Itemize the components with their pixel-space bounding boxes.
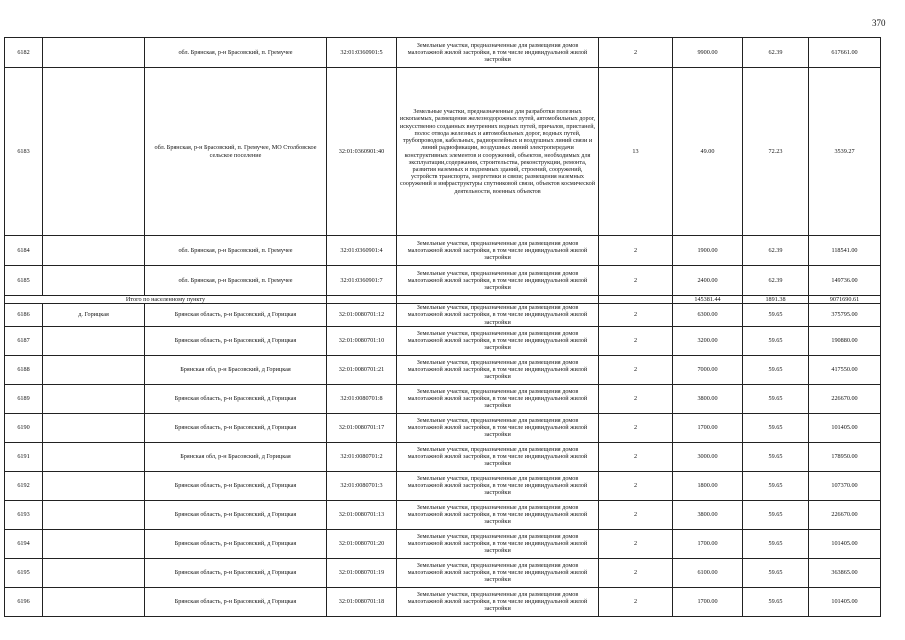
spacer-cell: [43, 587, 145, 616]
spacer-cell: [43, 529, 145, 558]
area-cell: 3800.00: [673, 384, 743, 413]
address-cell: Брянская область, р-н Брасовский, д Горицкая: [145, 384, 327, 413]
row-number: 6189: [5, 384, 43, 413]
rate-cell: 59.65: [743, 384, 809, 413]
rate-cell: 59.65: [743, 442, 809, 471]
cadastral-number-cell: 32:01:0080701:10: [327, 326, 397, 355]
value-cell: 375795.00: [809, 304, 881, 327]
cadastral-value-table: [4, 37, 881, 617]
table-row: [5, 529, 881, 558]
rate-cell: 72.23: [743, 68, 809, 236]
group-cell: 2: [599, 236, 673, 266]
address-cell: обл. Брянская, р-н Брасовский, п. Гремучее: [145, 38, 327, 68]
group-cell: 2: [599, 384, 673, 413]
spacer-cell: [43, 266, 145, 296]
address-cell: Брянская обл, р-н Брасовский, д Горицкая: [145, 355, 327, 384]
spacer-cell: [43, 558, 145, 587]
table-row: [5, 236, 881, 266]
table-row: [5, 355, 881, 384]
table-row: [5, 68, 881, 236]
address-cell: Брянская область, р-н Брасовский, д Горицкая: [145, 558, 327, 587]
area-cell: 49.00: [673, 68, 743, 236]
value-cell: 417550.00: [809, 355, 881, 384]
spacer-cell: [43, 384, 145, 413]
area-cell: 2400.00: [673, 266, 743, 296]
group-cell: 2: [599, 558, 673, 587]
total-row: [5, 296, 881, 304]
cadastral-number-cell: 32:01:0080701:17: [327, 413, 397, 442]
land-use-cell: Земельные участки, предназначенные для размещения домов малоэтажной жилой застройки, в том числе индивидуальной жилой застройки: [397, 413, 599, 442]
table-row: [5, 326, 881, 355]
table-row: [5, 266, 881, 296]
table-row: [5, 558, 881, 587]
table-row: [5, 38, 881, 68]
cadastral-number-cell: 32:01:0080701:18: [327, 587, 397, 616]
value-cell: 149736.00: [809, 266, 881, 296]
table-row: [5, 587, 881, 616]
address-cell: Брянская обл, р-н Брасовский, д Горицкая: [145, 442, 327, 471]
rate-cell: 59.65: [743, 413, 809, 442]
rate-cell: 59.65: [743, 326, 809, 355]
spacer-cell: [43, 38, 145, 68]
rate-cell: 59.65: [743, 529, 809, 558]
area-cell: 1700.00: [673, 413, 743, 442]
address-cell: Брянская область, р-н Брасовский, д Горицкая: [145, 529, 327, 558]
spacer-cell: [43, 236, 145, 266]
spacer-cell: [43, 68, 145, 236]
area-cell: 6100.00: [673, 558, 743, 587]
address-cell: Брянская область, р-н Брасовский, д Горицкая: [145, 326, 327, 355]
value-cell: 363865.00: [809, 558, 881, 587]
cadastral-number-cell: 32:01:0080701:20: [327, 529, 397, 558]
rate-cell: 59.65: [743, 587, 809, 616]
area-cell: 1800.00: [673, 471, 743, 500]
rate-cell: 59.65: [743, 500, 809, 529]
cadastral-number-cell: 32:01:0360901:7: [327, 266, 397, 296]
rate-cell: 59.65: [743, 355, 809, 384]
group-cell: 2: [599, 587, 673, 616]
page-number: 370: [872, 18, 886, 28]
address-cell: Брянская область, р-н Брасовский, д Горицкая: [145, 304, 327, 327]
cadastral-number-cell: 32:01:0080701:2: [327, 442, 397, 471]
table-row: [5, 413, 881, 442]
total-empty: [397, 296, 599, 304]
total-empty: [599, 296, 673, 304]
spacer-cell: [43, 500, 145, 529]
row-number: 6193: [5, 500, 43, 529]
land-use-cell: Земельные участки, предназначенные для размещения домов малоэтажной жилой застройки, в том числе индивидуальной жилой застройки: [397, 442, 599, 471]
group-cell: 2: [599, 500, 673, 529]
row-number: 6191: [5, 442, 43, 471]
cadastral-number-cell: 32:01:0080701:21: [327, 355, 397, 384]
group-cell: 2: [599, 355, 673, 384]
land-use-cell: Земельные участки, предназначенные для размещения домов малоэтажной жилой застройки, в том числе индивидуальной жилой застройки: [397, 355, 599, 384]
row-number: 6195: [5, 558, 43, 587]
area-cell: 7000.00: [673, 355, 743, 384]
cadastral-number-cell: 32:01:0360901:5: [327, 38, 397, 68]
value-cell: 101405.00: [809, 587, 881, 616]
row-number: 6187: [5, 326, 43, 355]
rate-cell: 59.65: [743, 471, 809, 500]
row-number: 6184: [5, 236, 43, 266]
cadastral-number-cell: 32:01:0080701:19: [327, 558, 397, 587]
value-cell: 226670.00: [809, 384, 881, 413]
row-number: 6192: [5, 471, 43, 500]
group-cell: 2: [599, 266, 673, 296]
land-use-cell: Земельные участки, предназначенные для размещения домов малоэтажной жилой застройки, в том числе индивидуальной жилой застройки: [397, 266, 599, 296]
row-number: 6186: [5, 304, 43, 327]
table-row: [5, 442, 881, 471]
land-use-cell: Земельные участки, предназначенные для размещения домов малоэтажной жилой застройки, в том числе индивидуальной жилой застройки: [397, 529, 599, 558]
value-cell: 118541.00: [809, 236, 881, 266]
row-number: 6188: [5, 355, 43, 384]
cadastral-number-cell: 32:01:0360901:4: [327, 236, 397, 266]
total-value: 9071690.61: [809, 296, 881, 304]
locality-name: д. Горицкая: [43, 304, 145, 327]
group-cell: 2: [599, 326, 673, 355]
value-cell: 101405.00: [809, 529, 881, 558]
row-number: 6196: [5, 587, 43, 616]
cadastral-number-cell: 32:01:0080701:3: [327, 471, 397, 500]
land-use-cell: Земельные участки, предназначенные для размещения домов малоэтажной жилой застройки, в том числе индивидуальной жилой застройки: [397, 500, 599, 529]
value-cell: 178950.00: [809, 442, 881, 471]
table-row: [5, 304, 881, 327]
group-cell: 2: [599, 529, 673, 558]
value-cell: 226670.00: [809, 500, 881, 529]
area-cell: 1900.00: [673, 236, 743, 266]
table-row: [5, 471, 881, 500]
total-label: Итого по населенному пункту: [5, 296, 327, 304]
area-cell: 3800.00: [673, 500, 743, 529]
row-number: 6185: [5, 266, 43, 296]
spacer-cell: [43, 413, 145, 442]
value-cell: 190880.00: [809, 326, 881, 355]
land-use-cell: Земельные участки, предназначенные для размещения домов малоэтажной жилой застройки, в том числе индивидуальной жилой застройки: [397, 471, 599, 500]
address-cell: Брянская область, р-н Брасовский, д Горицкая: [145, 413, 327, 442]
rate-cell: 62.39: [743, 266, 809, 296]
total-rate: 1891.38: [743, 296, 809, 304]
rate-cell: 62.39: [743, 38, 809, 68]
row-number: 6182: [5, 38, 43, 68]
land-use-cell: Земельные участки, предназначенные для размещения домов малоэтажной жилой застройки, в том числе индивидуальной жилой застройки: [397, 236, 599, 266]
land-use-cell: Земельные участки, предназначенные для размещения домов малоэтажной жилой застройки, в том числе индивидуальной жилой застройки: [397, 304, 599, 327]
land-use-cell: Земельные участки, предназначенные для размещения домов малоэтажной жилой застройки, в том числе индивидуальной жилой застройки: [397, 326, 599, 355]
address-cell: Брянская область, р-н Брасовский, д Горицкая: [145, 587, 327, 616]
area-cell: 3200.00: [673, 326, 743, 355]
cadastral-number-cell: 32:01:0080701:13: [327, 500, 397, 529]
area-cell: 9900.00: [673, 38, 743, 68]
value-cell: 3539.27: [809, 68, 881, 236]
row-number: 6194: [5, 529, 43, 558]
rate-cell: 62.39: [743, 236, 809, 266]
group-cell: 13: [599, 68, 673, 236]
group-cell: 2: [599, 413, 673, 442]
land-use-cell: Земельные участки, предназначенные для размещения домов малоэтажной жилой застройки, в том числе индивидуальной жилой застройки: [397, 384, 599, 413]
row-number: 6190: [5, 413, 43, 442]
total-area: 145381.44: [673, 296, 743, 304]
group-cell: 2: [599, 471, 673, 500]
address-cell: обл. Брянская, р-н Брасовский, п. Гремучее, МО Столбовское сельское поселение: [145, 68, 327, 236]
address-cell: обл. Брянская, р-н Брасовский, п. Гремучее: [145, 236, 327, 266]
cadastral-number-cell: 32:01:0080701:8: [327, 384, 397, 413]
spacer-cell: [43, 355, 145, 384]
area-cell: 3000.00: [673, 442, 743, 471]
value-cell: 101405.00: [809, 413, 881, 442]
address-cell: Брянская область, р-н Брасовский, д Горицкая: [145, 471, 327, 500]
value-cell: 107370.00: [809, 471, 881, 500]
area-cell: 1700.00: [673, 587, 743, 616]
cadastral-number-cell: 32:01:0360901:40: [327, 68, 397, 236]
spacer-cell: [43, 326, 145, 355]
table-row: [5, 500, 881, 529]
address-cell: обл. Брянская, р-н Брасовский, п. Гремучее: [145, 266, 327, 296]
land-use-cell: Земельные участки, предназначенные для размещения домов малоэтажной жилой застройки, в том числе индивидуальной жилой застройки: [397, 587, 599, 616]
area-cell: 6300.00: [673, 304, 743, 327]
land-use-cell: Земельные участки, предназначенные для размещения домов малоэтажной жилой застройки, в том числе индивидуальной жилой застройки: [397, 558, 599, 587]
area-cell: 1700.00: [673, 529, 743, 558]
group-cell: 2: [599, 304, 673, 327]
spacer-cell: [43, 442, 145, 471]
rate-cell: 59.65: [743, 304, 809, 327]
total-empty: [327, 296, 397, 304]
value-cell: 617661.00: [809, 38, 881, 68]
rate-cell: 59.65: [743, 558, 809, 587]
group-cell: 2: [599, 38, 673, 68]
row-number: 6183: [5, 68, 43, 236]
address-cell: Брянская область, р-н Брасовский, д Горицкая: [145, 500, 327, 529]
spacer-cell: [43, 471, 145, 500]
land-use-cell: Земельные участки, предназначенные для разработки полезных ископаемых, размещения железнодорожных путей, автомобильных дорог, искусственно созданных внутренних водных путей, причалов, пристаней, полос отвода железных и автомобильных дорог, водных путей, трубопроводов, кабельных, радиорелейных и воздушных линий связи и линий радиофикации, воздушных линий электропередачи конструктивных элементов и сооружений, объектов, необходимых для эксплуатации,содержания, строительства, реконструкции, ремонта, развития наземных и подземных зданий, строений, сооружений, устройств транспорта, энергетики и связи; размещения наземных сооружений и инфраструктуры спутниковой связи, объектов космической деятельности, военных объектов: [397, 68, 599, 236]
land-use-cell: Земельные участки, предназначенные для размещения домов малоэтажной жилой застройки, в том числе индивидуальной жилой застройки: [397, 38, 599, 68]
table-row: [5, 384, 881, 413]
cadastral-number-cell: 32:01:0080701:12: [327, 304, 397, 327]
group-cell: 2: [599, 442, 673, 471]
